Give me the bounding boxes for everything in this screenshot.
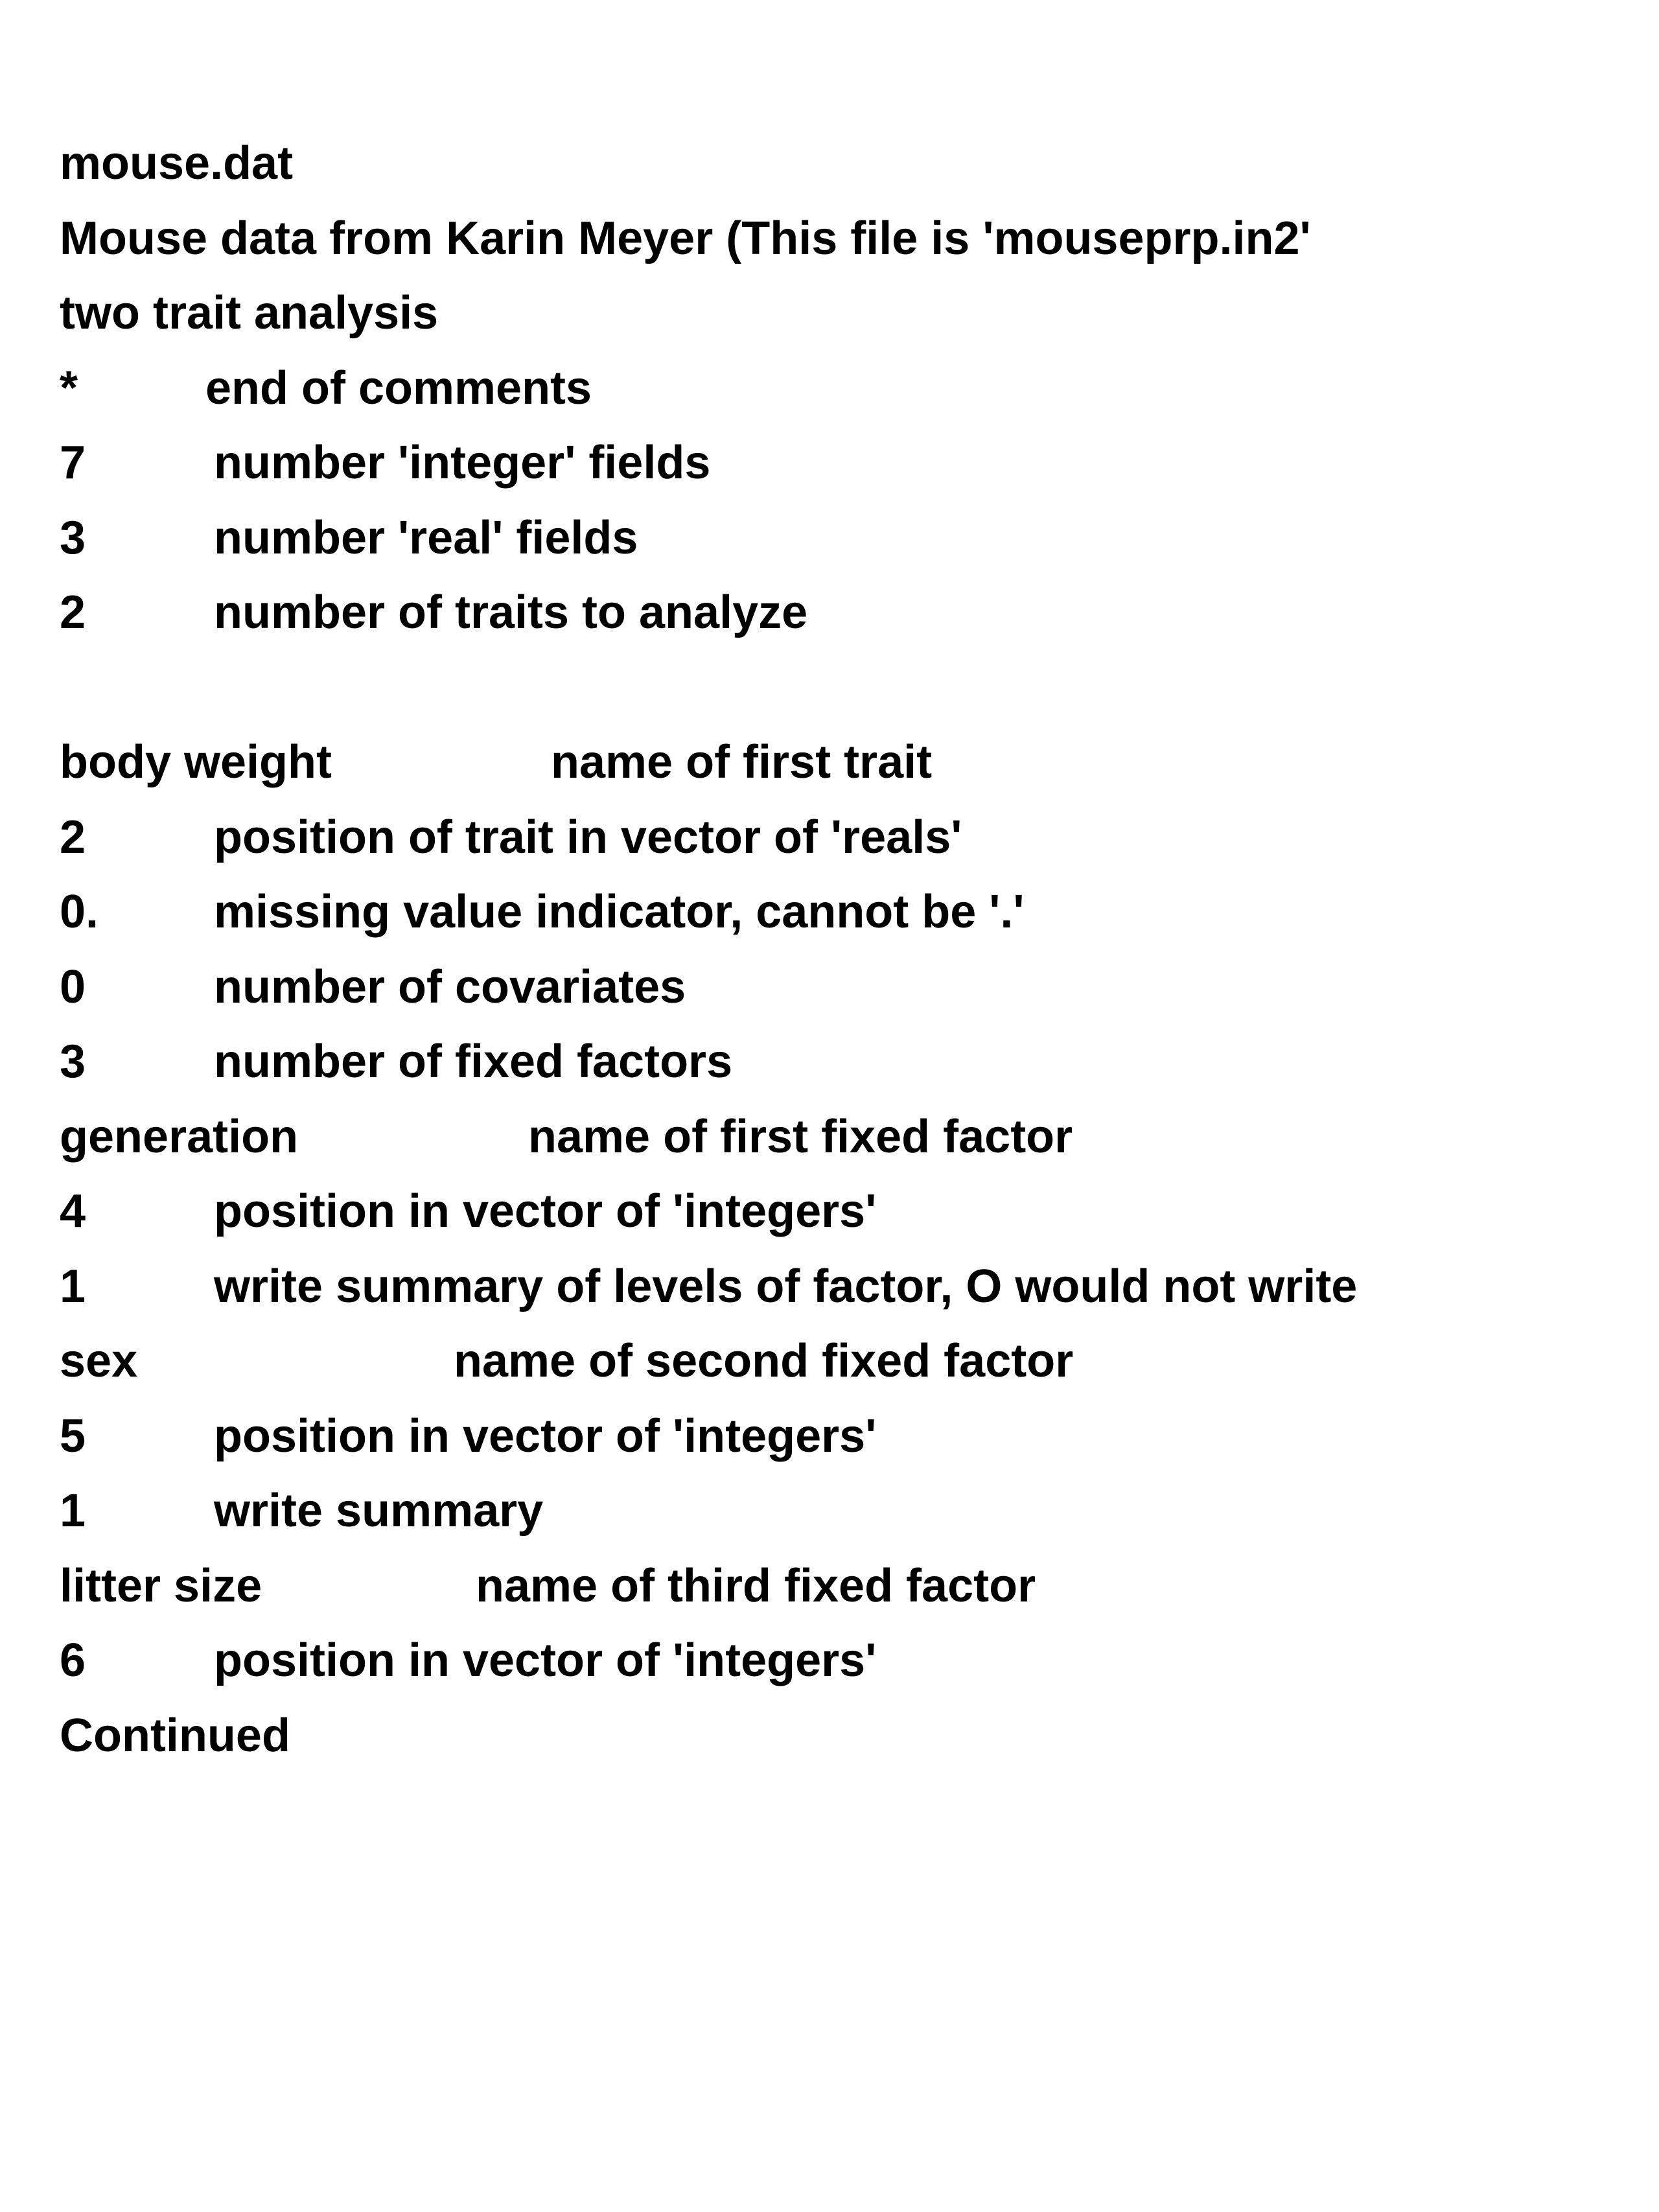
line-description: position in vector of 'integers': [214, 1410, 877, 1462]
line-continued: [60, 1699, 1615, 1774]
line-description: position in vector of 'integers': [214, 1185, 877, 1237]
line-value: 0.: [60, 886, 99, 938]
line-description: number 'real' fields: [214, 511, 638, 564]
line-first-fixed-factor: [60, 1100, 1615, 1175]
line-text: Mouse data from Karin Meyer (This file is 'mouseprp.in2': [60, 212, 1311, 264]
line-third-fixed-factor: [60, 1549, 1615, 1624]
line-subtitle: [60, 276, 1615, 351]
line-generation-position: [60, 1174, 1615, 1250]
line-value: sex: [60, 1335, 138, 1387]
line-covariates: [60, 950, 1615, 1025]
line-write-summary-levels: [60, 1250, 1615, 1325]
line-description: number 'integer' fields: [214, 437, 711, 489]
line-value: 7: [60, 437, 86, 489]
line-value: 5: [60, 1410, 86, 1462]
line-write-summary: [60, 1474, 1615, 1549]
blank-line: [60, 651, 1615, 726]
line-description: name of second fixed factor: [454, 1335, 1074, 1387]
line-trait-position: [60, 800, 1615, 876]
line-value: 6: [60, 1635, 86, 1686]
line-num-traits: [60, 576, 1615, 651]
line-text: two trait analysis: [60, 287, 439, 339]
line-real-fields: [60, 501, 1615, 576]
line-missing-value: [60, 875, 1615, 950]
line-value: body weight: [60, 736, 332, 788]
line-value: 3: [60, 511, 86, 564]
line-description: name of third fixed factor: [476, 1559, 1036, 1612]
line-text: mouse.dat: [60, 137, 294, 189]
line-description: write summary of levels of factor, O would not write: [214, 1260, 1358, 1312]
line-fixed-factors: [60, 1025, 1615, 1100]
line-description: name of first fixed factor: [528, 1110, 1073, 1163]
line-litter-position: [60, 1624, 1615, 1699]
line-description: end of comments: [205, 362, 592, 414]
line-value: 2: [60, 587, 86, 638]
line-description: position in vector of 'integers': [214, 1635, 877, 1686]
line-description: name of first trait: [551, 736, 933, 788]
line-value: 0: [60, 960, 86, 1013]
line-title: [60, 202, 1615, 277]
line-first-trait: [60, 725, 1615, 800]
line-value: 4: [60, 1185, 86, 1237]
line-description: position of trait in vector of 'reals': [214, 811, 962, 863]
line-description: number of fixed factors: [214, 1036, 733, 1088]
line-description: missing value indicator, cannot be '.': [214, 886, 1025, 938]
line-filename: [60, 126, 1615, 202]
line-sex-position: [60, 1399, 1615, 1474]
line-value: *: [60, 362, 78, 414]
line-second-fixed-factor: [60, 1324, 1615, 1399]
line-description: number of traits to analyze: [214, 587, 808, 638]
line-value: litter size: [60, 1559, 262, 1612]
line-value: 1: [60, 1260, 86, 1312]
line-value: generation: [60, 1110, 299, 1163]
line-value: 2: [60, 811, 86, 863]
line-text: Continued: [60, 1709, 290, 1762]
document-body: [60, 126, 1615, 1773]
line-value: 1: [60, 1485, 86, 1537]
line-description: number of covariates: [214, 960, 686, 1013]
line-value: 3: [60, 1036, 86, 1088]
line-description: write summary: [214, 1485, 544, 1537]
line-end-comments: [60, 351, 1615, 426]
line-integer-fields: [60, 426, 1615, 501]
